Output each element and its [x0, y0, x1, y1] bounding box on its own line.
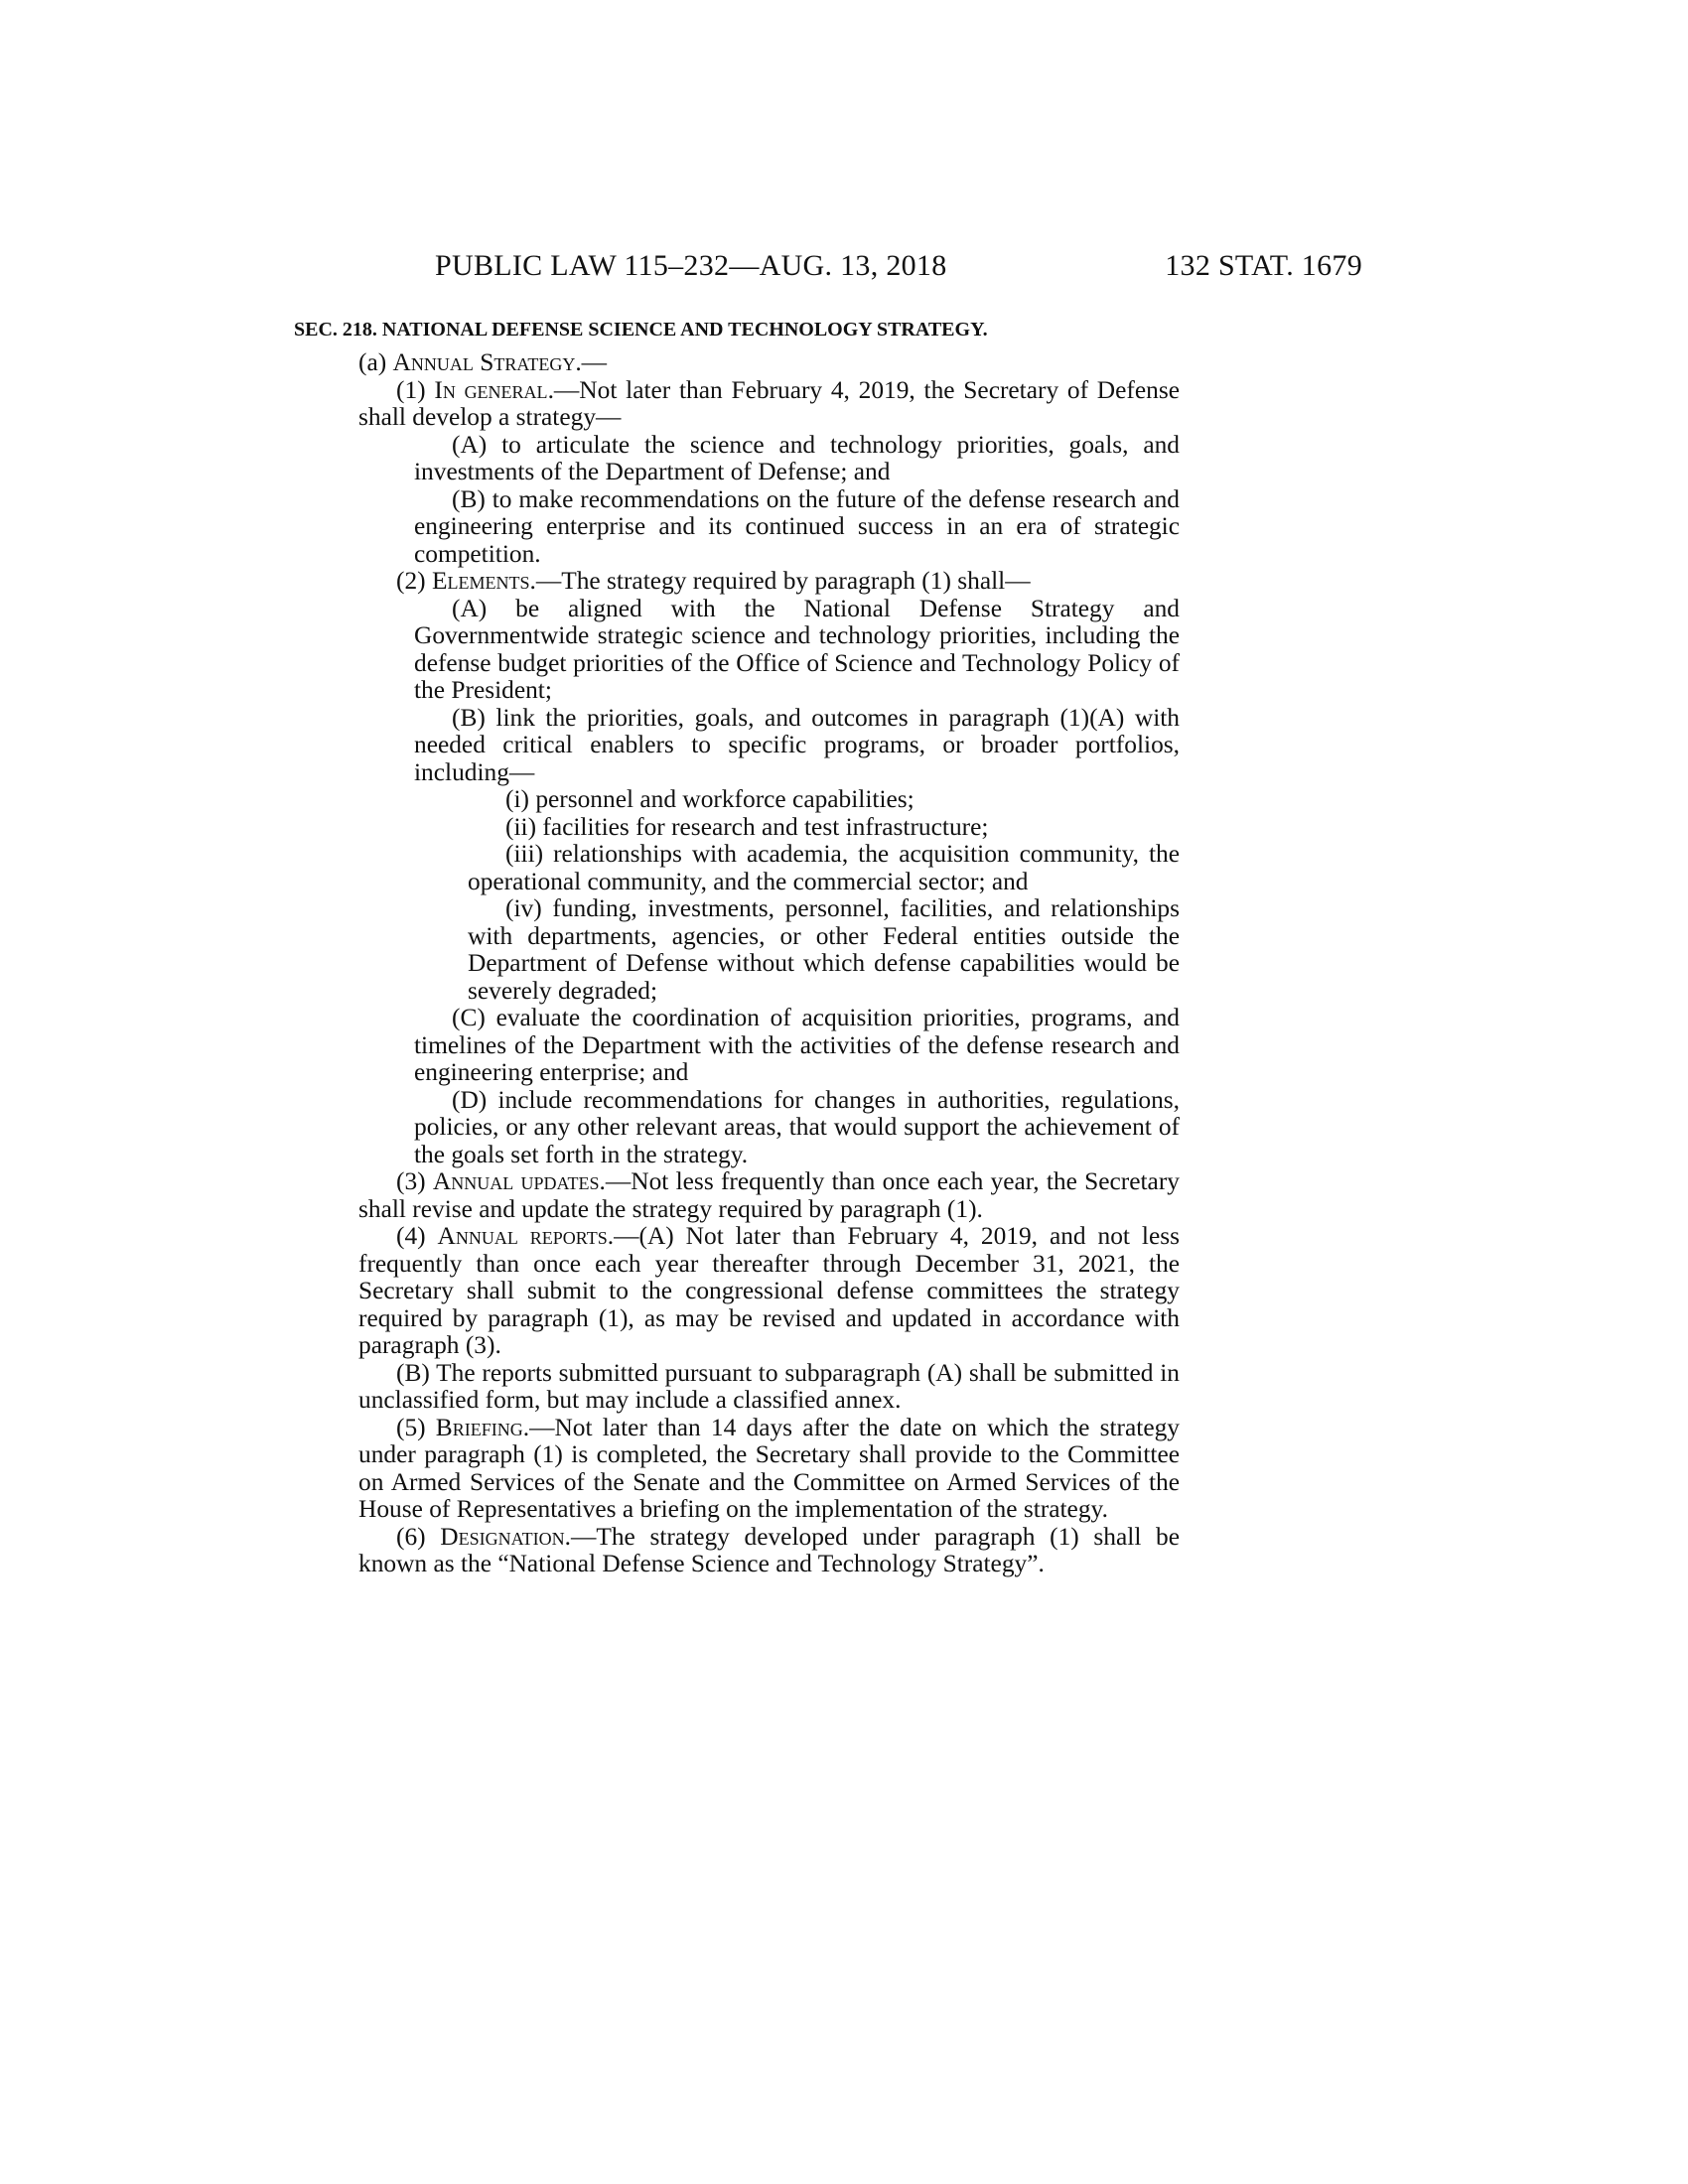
section-body: [358, 349, 1180, 1578]
statute-page-number: 132 STAT. 1679: [1165, 249, 1362, 282]
paragraph-1-A: (A) to articulate the science and technology priorities, goals, and investments of the Department of Defense; and: [414, 430, 1180, 485]
paragraph-5-heading: Briefing: [435, 1413, 523, 1441]
paragraph-1-heading: In general: [434, 375, 548, 404]
clause-2-B-iii: (iii) relationships with academia, the acquisition community, the operational community, and the commercial sector; and: [468, 840, 1180, 895]
paragraph-4-B: (B) The reports submitted pursuant to subparagraph (A) shall be submitted in unclassified form, but may include a classified annex.: [358, 1358, 1180, 1414]
subsection-a: (a) Annual Strategy.—: [358, 348, 608, 376]
paragraph-2-heading: Elements: [431, 567, 530, 595]
subsection-a-heading: Annual Strategy: [392, 348, 576, 376]
paragraph-4-heading: Annual reports: [437, 1222, 608, 1250]
public-law-citation: PUBLIC LAW 115–232—AUG. 13, 2018: [435, 249, 947, 282]
paragraph-2: (2) Elements.—The strategy required by paragraph (1) shall—: [396, 567, 1031, 595]
paragraph-6-heading: Designation: [440, 1522, 565, 1551]
page-header: [435, 246, 1362, 286]
paragraph-6: (6) Designation.—The strategy developed under paragraph (1) shall be known as the “National Defense Science and Technology Strategy”.: [358, 1522, 1180, 1577]
paragraph-3-heading: Annual updates: [432, 1167, 600, 1195]
paragraph-3: (3) Annual updates.—Not less frequently than once each year, the Secretary shall revise and update the strategy required by paragraph (1).: [358, 1167, 1180, 1223]
paragraph-1: (1) In general.—Not later than February 4, 2019, the Secretary of Defense shall develop a strategy—: [358, 375, 1180, 431]
paragraph-2-B: (B) link the priorities, goals, and outcomes in paragraph (1)(A) with needed critical enablers to specific programs, or broader portfolios, including—: [414, 703, 1180, 786]
paragraph-2-A: (A) be aligned with the National Defense Strategy and Governmentwide strategic science and technology priorities, including the defense budget priorities of the Office of Science and Technology Policy of the President;: [414, 594, 1180, 704]
section-heading: SEC. 218. NATIONAL DEFENSE SCIENCE AND TECHNOLOGY STRATEGY.: [294, 319, 988, 341]
clause-2-B-ii: (ii) facilities for research and test infrastructure;: [505, 812, 989, 841]
clause-2-B-i: (i) personnel and workforce capabilities;: [505, 785, 914, 813]
clause-2-B-iv: (iv) funding, investments, personnel, facilities, and relationships with departments, agencies, or other Federal entities outside the Department of Defense without which defense capabilities would be severely degraded;: [468, 894, 1180, 1005]
paragraph-2-C: (C) evaluate the coordination of acquisition priorities, programs, and timelines of the Department with the activities of the defense research and engineering enterprise; and: [414, 1004, 1180, 1086]
paragraph-2-D: (D) include recommendations for changes in authorities, regulations, policies, or any other relevant areas, that would support the achievement of the goals set forth in the strategy.: [414, 1085, 1180, 1168]
paragraph-5: (5) Briefing.—Not later than 14 days after the date on which the strategy under paragraph (1) is completed, the Secretary shall provide to the Committee on Armed Services of the Senate and the Committee on Armed Services of the House of Representatives a briefing on the implementation of the strategy.: [358, 1413, 1180, 1523]
paragraph-1-B: (B) to make recommendations on the future of the defense research and engineering enterprise and its continued success in an era of strategic competition.: [414, 484, 1180, 568]
paragraph-4: (4) Annual reports.—(A) Not later than February 4, 2019, and not less frequently than once each year thereafter through December 31, 2021, the Secretary shall submit to the congressional defense committees the strategy required by paragraph (1), as may be revised and updated in accordance with paragraph (3).: [358, 1222, 1180, 1359]
